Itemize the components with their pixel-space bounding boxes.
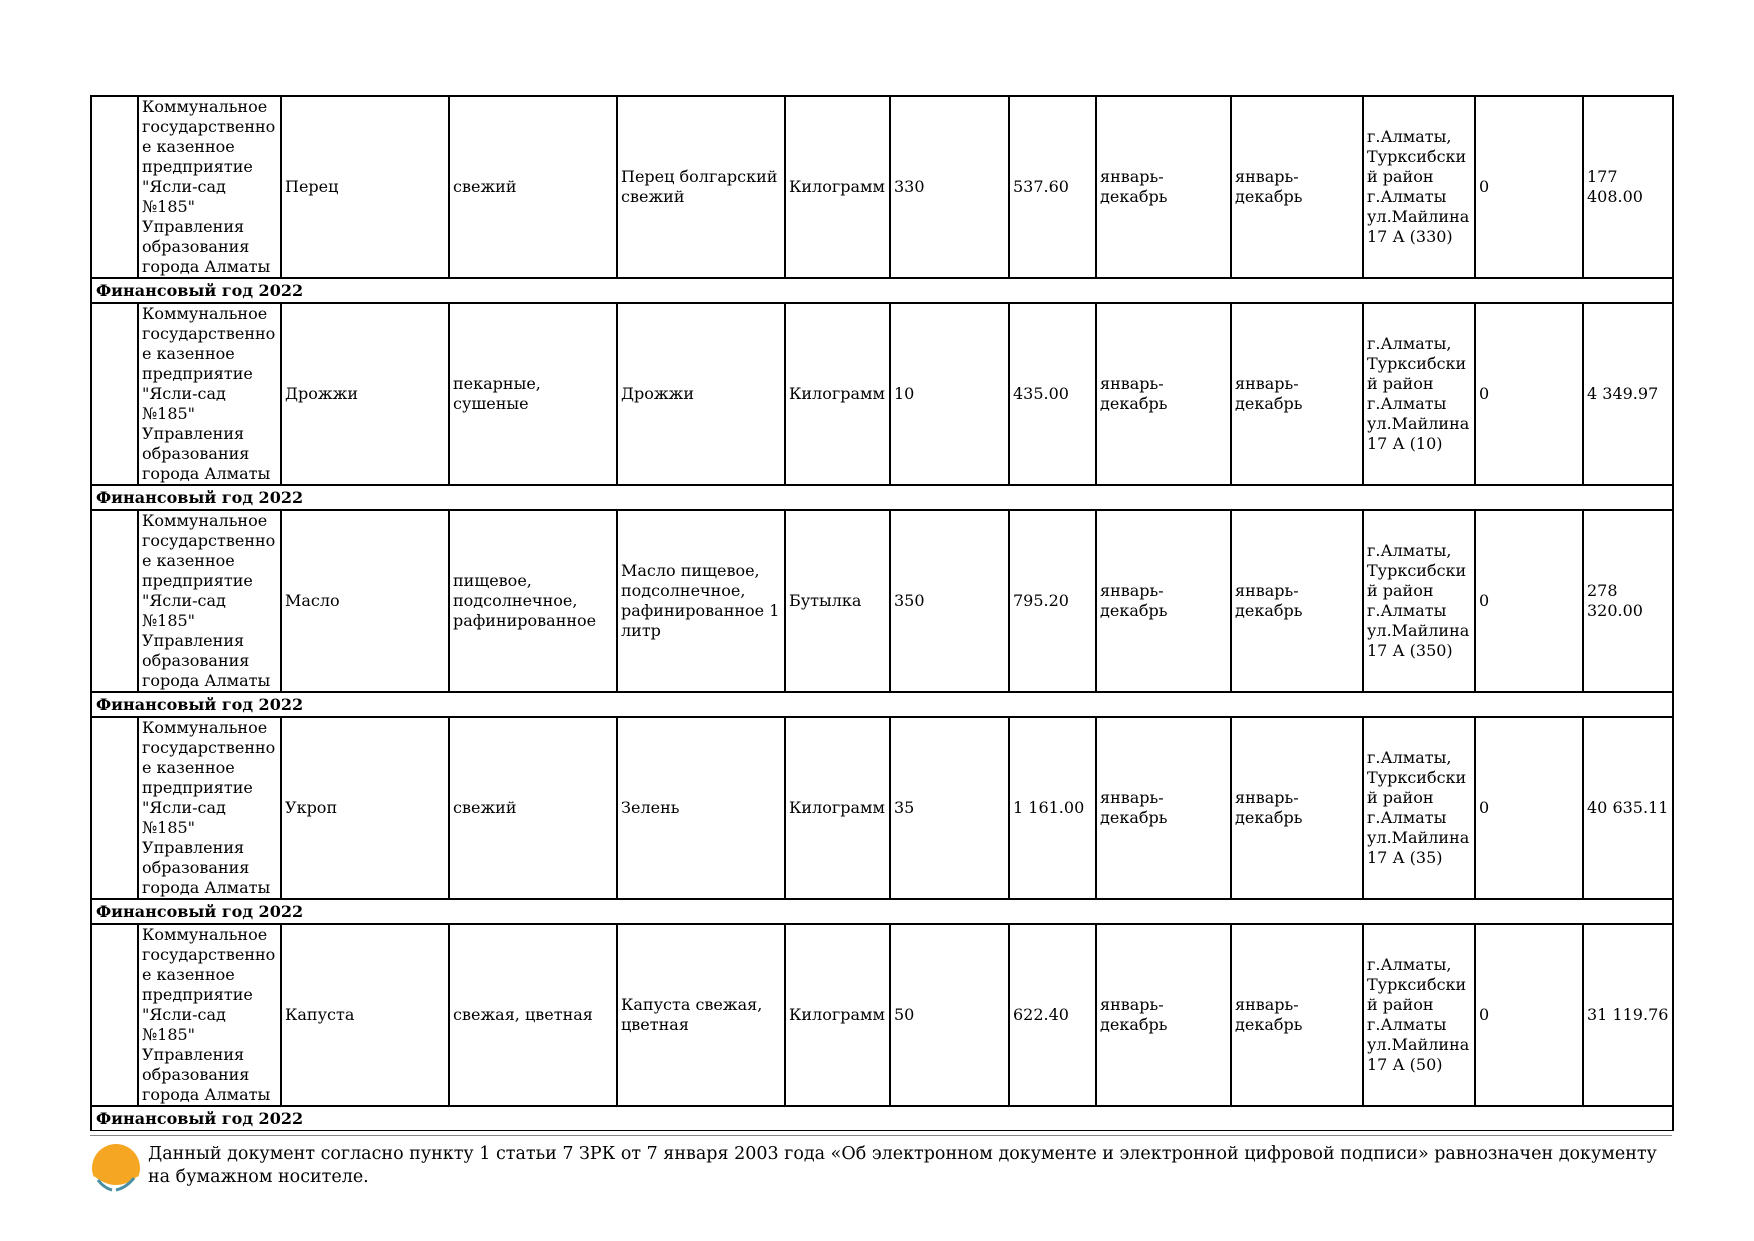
unit-cell: Килограмм (785, 717, 890, 899)
advance-cell: 0 (1475, 96, 1583, 278)
row-index-cell (91, 717, 138, 899)
row-index-cell (91, 303, 138, 485)
organization-cell: Коммунальное государственное казенное предприятие "Ясли-сад №185" Управления образования города Алматы (138, 717, 281, 899)
financial-year-label: Финансовый год 2022 (91, 485, 1673, 510)
quantity-cell: 50 (890, 924, 1009, 1106)
financial-year-label: Финансовый год 2022 (91, 692, 1673, 717)
period-end-cell: январь-декабрь (1231, 717, 1363, 899)
description-cell: Зелень (617, 717, 785, 899)
period-end-cell: январь-декабрь (1231, 510, 1363, 692)
price-cell: 795.20 (1009, 510, 1096, 692)
unit-cell: Килограмм (785, 96, 890, 278)
table-row (91, 510, 1673, 692)
quantity-cell: 350 (890, 510, 1009, 692)
delivery-place-cell: г.Алматы, Турксибский район г.Алматы ул.Майлина 17 А (10) (1363, 303, 1475, 485)
advance-cell: 0 (1475, 924, 1583, 1106)
footer-legal-text: Данный документ согласно пункту 1 статьи 7 ЗРК от 7 января 2003 года «Об электронном документе и электронной цифровой подписи» равнозначен документу на бумажном носителе. (148, 1144, 1657, 1187)
table-row (91, 717, 1673, 899)
period-start-cell: январь-декабрь (1096, 717, 1231, 899)
delivery-place-cell: г.Алматы, Турксибский район г.Алматы ул.Майлина 17 А (350) (1363, 510, 1475, 692)
period-start-cell: январь-декабрь (1096, 924, 1231, 1106)
period-end-cell: январь-декабрь (1231, 924, 1363, 1106)
item-name-cell: Капуста (281, 924, 449, 1106)
description-cell: Перец болгарский свежий (617, 96, 785, 278)
period-start-cell: январь-декабрь (1096, 96, 1231, 278)
organization-cell: Коммунальное государственное казенное предприятие "Ясли-сад №185" Управления образования города Алматы (138, 924, 281, 1106)
period-start-cell: январь-декабрь (1096, 303, 1231, 485)
delivery-place-cell: г.Алматы, Турксибский район г.Алматы ул.Майлина 17 А (330) (1363, 96, 1475, 278)
organization-cell: Коммунальное государственное казенное предприятие "Ясли-сад №185" Управления образования города Алматы (138, 510, 281, 692)
price-cell: 537.60 (1009, 96, 1096, 278)
unit-cell: Бутылка (785, 510, 890, 692)
row-index-cell (91, 924, 138, 1106)
row-index-cell (91, 510, 138, 692)
advance-cell: 0 (1475, 717, 1583, 899)
table-row (91, 924, 1673, 1106)
characteristic-cell: пищевое, подсолнечное, рафинированное (449, 510, 617, 692)
price-cell: 1 161.00 (1009, 717, 1096, 899)
organization-cell: Коммунальное государственное казенное предприятие "Ясли-сад №185" Управления образования города Алматы (138, 96, 281, 278)
description-cell: Капуста свежая, цветная (617, 924, 785, 1106)
characteristic-cell: свежая, цветная (449, 924, 617, 1106)
unit-cell: Килограмм (785, 303, 890, 485)
quantity-cell: 330 (890, 96, 1009, 278)
price-cell: 435.00 (1009, 303, 1096, 485)
financial-year-row (91, 485, 1673, 510)
financial-year-row (91, 278, 1673, 303)
item-name-cell: Перец (281, 96, 449, 278)
characteristic-cell: пекарные, сушеные (449, 303, 617, 485)
price-cell: 622.40 (1009, 924, 1096, 1106)
row-index-cell (91, 96, 138, 278)
sum-cell: 40 635.11 (1583, 717, 1673, 899)
financial-year-label: Финансовый год 2022 (91, 899, 1673, 924)
financial-year-row (91, 692, 1673, 717)
procurement-table (90, 95, 1674, 1131)
sum-cell: 4 349.97 (1583, 303, 1673, 485)
sum-cell: 177 408.00 (1583, 96, 1673, 278)
period-start-cell: январь-декабрь (1096, 510, 1231, 692)
delivery-place-cell: г.Алматы, Турксибский район г.Алматы ул.Майлина 17 А (50) (1363, 924, 1475, 1106)
characteristic-cell: свежий (449, 96, 617, 278)
quantity-cell: 10 (890, 303, 1009, 485)
characteristic-cell: свежий (449, 717, 617, 899)
description-cell: Дрожжи (617, 303, 785, 485)
footer-divider (90, 1135, 1672, 1136)
item-name-cell: Масло (281, 510, 449, 692)
description-cell: Масло пищевое, подсолнечное, рафинированное 1 литр (617, 510, 785, 692)
item-name-cell: Дрожжи (281, 303, 449, 485)
period-end-cell: январь-декабрь (1231, 96, 1363, 278)
sum-cell: 278 320.00 (1583, 510, 1673, 692)
financial-year-row (91, 1106, 1673, 1131)
unit-cell: Килограмм (785, 924, 890, 1106)
advance-cell: 0 (1475, 510, 1583, 692)
period-end-cell: январь-декабрь (1231, 303, 1363, 485)
footer (90, 1140, 1672, 1194)
financial-year-row (91, 899, 1673, 924)
delivery-place-cell: г.Алматы, Турксибский район г.Алматы ул.Майлина 17 А (35) (1363, 717, 1475, 899)
quantity-cell: 35 (890, 717, 1009, 899)
sum-cell: 31 119.76 (1583, 924, 1673, 1106)
table-row (91, 303, 1673, 485)
egov-sun-logo-icon (90, 1142, 142, 1194)
financial-year-label: Финансовый год 2022 (91, 278, 1673, 303)
advance-cell: 0 (1475, 303, 1583, 485)
table-row (91, 96, 1673, 278)
item-name-cell: Укроп (281, 717, 449, 899)
financial-year-label: Финансовый год 2022 (91, 1106, 1673, 1131)
organization-cell: Коммунальное государственное казенное предприятие "Ясли-сад №185" Управления образования города Алматы (138, 303, 281, 485)
